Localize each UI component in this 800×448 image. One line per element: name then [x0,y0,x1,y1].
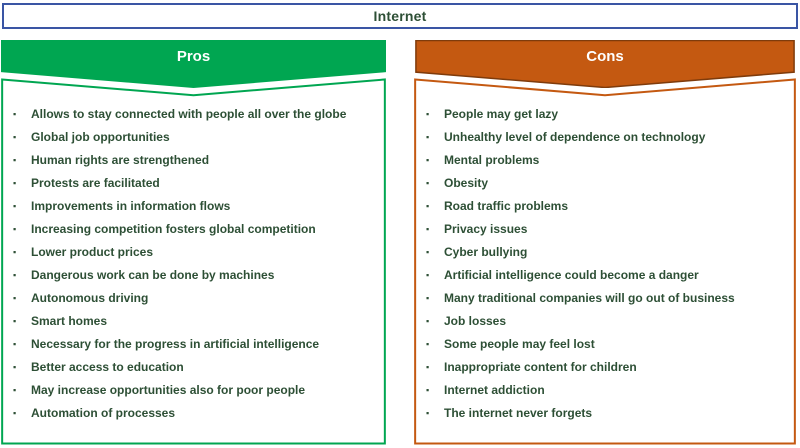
list-item-text: Human rights are strengthened [31,153,210,167]
list-item [13,218,380,241]
pros-header-label: Pros [176,48,211,65]
list-item-text: Global job opportunities [31,130,170,144]
list-item [426,103,790,126]
list-item-text: Smart homes [31,314,108,328]
list-item [13,287,380,310]
list-item [426,126,790,149]
list-item-text: People may get lazy [444,107,559,121]
list-item [426,172,790,195]
bullet-square-icon: ▪ [13,408,17,418]
list-item [13,103,380,126]
list-item-text: Many traditional companies will go out of business [444,291,735,305]
pros-list [1,78,386,445]
bullet-square-icon: ▪ [13,201,17,211]
list-item-text: Protests are facilitated [31,176,160,190]
pros-panel [1,40,386,446]
pros-list-box [1,78,386,445]
list-item [13,126,380,149]
bullet-square-icon: ▪ [426,201,430,211]
list-item-text: Internet addiction [444,383,545,397]
bullet-square-icon: ▪ [426,224,430,234]
list-item-text: Necessary for the progress in artificial intelligence [31,337,320,351]
list-item [13,333,380,356]
list-item-text: The internet never forgets [444,406,593,420]
bullet-square-icon: ▪ [13,224,17,234]
list-item-text: Lower product prices [31,245,154,259]
list-item [426,287,790,310]
list-item-text: Some people may feel lost [444,337,595,351]
list-item [13,195,380,218]
list-item [426,195,790,218]
bullet-square-icon: ▪ [13,293,17,303]
list-item-text: Mental problems [444,153,540,167]
bullet-square-icon: ▪ [426,362,430,372]
list-item-text: Dangerous work can be done by machines [31,268,275,282]
bullet-square-icon: ▪ [13,155,17,165]
bullet-square-icon: ▪ [13,316,17,326]
list-item-text: May increase opportunities also for poor people [31,383,306,397]
cons-list [414,78,796,445]
list-item [426,264,790,287]
bullet-square-icon: ▪ [426,155,430,165]
list-item [426,218,790,241]
list-item-text: Allows to stay connected with people all over the globe [31,107,347,121]
bullet-square-icon: ▪ [426,385,430,395]
list-item [426,379,790,402]
bullet-square-icon: ▪ [13,385,17,395]
list-item [13,310,380,333]
list-item-text: Privacy issues [444,222,528,236]
list-item [426,310,790,333]
list-item [13,402,380,425]
list-item-text: Cyber bullying [444,245,528,259]
bullet-square-icon: ▪ [426,408,430,418]
bullet-square-icon: ▪ [426,270,430,280]
bullet-square-icon: ▪ [13,270,17,280]
list-item [426,333,790,356]
list-item [426,241,790,264]
bullet-square-icon: ▪ [13,339,17,349]
cons-header-label: Cons [586,48,624,65]
list-item-text: Road traffic problems [444,199,569,213]
list-item-text: Better access to education [31,360,184,374]
page-title: Internet [373,8,427,24]
cons-panel [414,40,796,446]
list-item-text: Inappropriate content for children [444,360,637,374]
cons-header [414,40,796,88]
list-item [426,402,790,425]
list-item-text: Improvements in information flows [31,199,231,213]
list-item-text: Job losses [444,314,507,328]
list-item-text: Unhealthy level of dependence on technology [444,130,706,144]
pros-header [1,40,386,88]
list-item [13,241,380,264]
bullet-square-icon: ▪ [13,247,17,257]
list-item-text: Obesity [444,176,489,190]
list-item [13,172,380,195]
bullet-square-icon: ▪ [426,247,430,257]
bullet-square-icon: ▪ [13,132,17,142]
title-banner [2,3,798,29]
bullet-square-icon: ▪ [426,316,430,326]
bullet-square-icon: ▪ [426,293,430,303]
list-item [13,356,380,379]
list-item [426,149,790,172]
list-item [13,379,380,402]
bullet-square-icon: ▪ [13,362,17,372]
bullet-square-icon: ▪ [13,178,17,188]
list-item-text: Autonomous driving [31,291,149,305]
list-item-text: Artificial intelligence could become a danger [444,268,699,282]
bullet-square-icon: ▪ [13,109,17,119]
bullet-square-icon: ▪ [426,339,430,349]
cons-list-box [414,78,796,445]
bullet-square-icon: ▪ [426,109,430,119]
list-item [426,356,790,379]
bullet-square-icon: ▪ [426,178,430,188]
list-item [13,264,380,287]
list-item [13,149,380,172]
list-item-text: Increasing competition fosters global competition [31,222,316,236]
bullet-square-icon: ▪ [426,132,430,142]
list-item-text: Automation of processes [31,406,176,420]
